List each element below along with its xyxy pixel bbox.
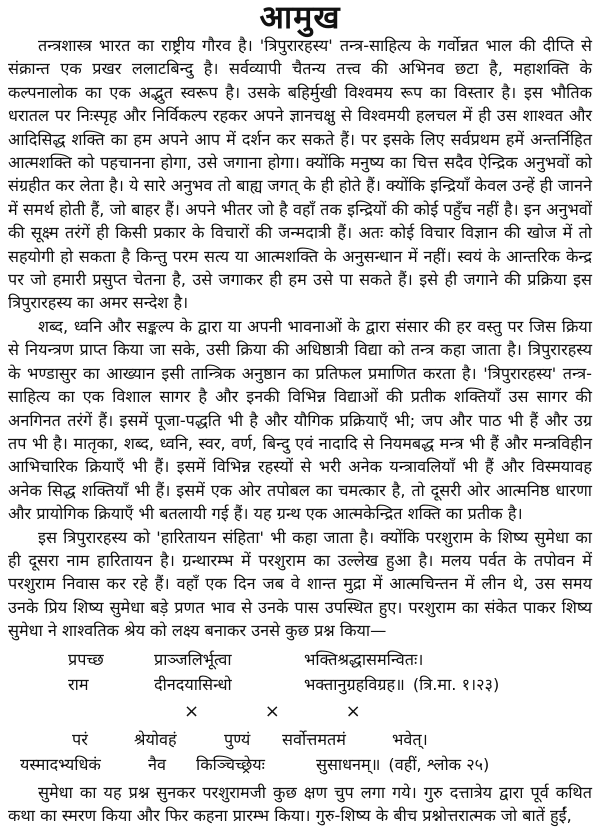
verse-word: भक्तानुग्रहविग्रह॥ xyxy=(304,674,405,694)
verse-word: सुसाधनम्॥ xyxy=(316,754,381,774)
verse-word: यस्मादभ्यधिकं xyxy=(20,754,101,774)
verse-block-2 xyxy=(8,727,592,777)
verse-word: राम xyxy=(68,674,89,694)
verse-word: सर्वोत्तमतमं xyxy=(282,729,346,749)
verse-reference: (त्रि.मा. १।२३) xyxy=(412,674,500,694)
verse-word: दीनदयासिन्धो xyxy=(154,674,232,694)
verse-line xyxy=(8,752,592,777)
verse-block-1 xyxy=(8,647,592,697)
verse-word: नैव xyxy=(148,754,166,774)
verse-line xyxy=(8,672,592,697)
verse-word: श्रेयोवहं xyxy=(134,729,177,749)
verse-separator: × × × xyxy=(184,700,391,722)
verse-word: पुण्यं xyxy=(224,729,251,749)
verse-word: प्राञ्जलिर्भूत्वा xyxy=(154,649,232,669)
verse-word: भवेत्। xyxy=(392,729,428,749)
verse-word: किञ्चिच्छ्रेयः xyxy=(196,754,265,774)
verse-line xyxy=(8,727,592,752)
verse-word: प्रपच्छ xyxy=(68,649,104,669)
verse-reference: (वहीं, श्लोक २५) xyxy=(388,754,490,774)
paragraph-1: तन्त्रशास्त्र भारत का राष्ट्रीय गौरव है। 'त्रिपुरारहस्य' तन्त्र-साहित्य के गर्वोन्नत भाल की दीप्ति से संक्रान्त एक प्रखर ललाटबिन्दु है। सर्वव्यापी चैतन्य तत्त्व की अभिनव छटा है, महाशक्ति के कल्पनालोक का एक अद्भुत स्वरूप है। उसके बहिर्मुखी विश्वमय रूप का विस्तार है। इस भौतिक धरातल पर निःस्पृह और निर्विकल्प रहकर अपने ज्ञानचक्षु से विश्वमयी हलचल में ही उस शाश्वत और आदिसिद्ध शक्ति का हम अपने आप में दर्शन कर सकते हैं। पर इसके लिए सर्वप्रथम हमें अन्तर्निहित आत्मशक्ति को पहचानना होगा, उसे जगाना होगा। क्योंकि मनुष्य का चित्त सदैव ऐन्द्रिक अनुभवों को संग्रहीत कर लेता है। ये सारे अनुभव तो बाह्य जगत् के ही होते हैं। क्योंकि इन्द्रियाँ केवल उन्हें ही जानने में समर्थ होती हैं, जो बाहर हैं। अपने भीतर जो है वहाँ तक इन्द्रियों की कोई पहुँच नहीं है। इन अनुभवों की सूक्ष्म तरंगें ही किसी प्रकार के विचारों की जन्मदात्री हैं। अतः कोई विचार विज्ञान की खोज में तो सहयोगी हो सकता है किन्तु परम सत्य या आत्मशक्ति के अनुसन्धान में नहीं। स्वयं के आन्तरिक केन्द्र पर जो हमारी प्रसुप्त चेतना है, उसे जगाकर ही हम उसे पा सकते हैं। इसे ही जगाने की प्रक्रिया इस त्रिपुरारहस्य का अमर सन्देश है। xyxy=(8,36,592,313)
verse-word: भक्तिश्रद्धासमन्वितः। xyxy=(304,649,424,669)
paragraph-2: शब्द, ध्वनि और सङ्कल्प के द्वारा या अपनी भावनाओं के द्वारा संसार की हर वस्तु पर जिस क्रिया से नियन्त्रण प्राप्त किया जा सके, उसी क्रिया की अधिष्ठात्री विद्या को तन्त्र कहा जाता है। त्रिपुरारहस्य के भण्डासुर का आख्यान इसी तान्त्रिक अनुष्ठान का प्रतिफल प्रमाणित करता है। 'त्रिपुरारहस्य' तन्त्र-साहित्य का एक विशाल सागर है और इनकी विभिन्न विद्याओं की प्रतीक शक्तियाँ उस सागर की अनगिनत तरंगें हैं। इसमें पूजा-पद्धति भी है और यौगिक प्रक्रियाएँ भी; जप और पाठ भी हैं और उग्र तप भी है। मातृका, शब्द, ध्वनि, स्वर, वर्ण, बिन्दु एवं नादादि से नियमबद्ध मन्त्र भी हैं और मन्त्रविहीन आभिचारिक क्रियाएँ भी हैं। इसमें विभिन्न रहस्यों से भरी अनेक यन्त्रावलियाँ भी हैं और विस्मयावह अनेक सिद्ध शक्तियाँ भी हैं। इसमें एक ओर तपोबल का चमत्कार है, तो दूसरी ओर आत्मनिष्ठ धारणा और प्रायोगिक क्रियाएँ भी बतलायी गई हैं। यह ग्रन्थ एक आत्मकेन्द्रित शक्ति का प्रतीक है। xyxy=(8,316,592,524)
verse-line xyxy=(8,647,592,672)
paragraph-3: इस त्रिपुरारहस्य को 'हारितायन संहिता' भी कहा जाता है। क्योंकि परशुराम के शिष्य सुमेधा का ही दूसरा नाम हारितायन है। ग्रन्थारम्भ में परशुराम का उल्लेख हुआ है। मलय पर्वत के तपोवन में परशुराम निवास कर रहे हैं। वहाँ एक दिन जब वे शान्त मुद्रा में आत्मचिन्तन में लीन थे, उस समय उनके प्रिय शिष्य सुमेधा बड़े प्रणत भाव से उनके पास उपस्थित हुए। परशुराम का संकेत पाकर शिष्य सुमेधा ने शाश्वतिक श्रेय को लक्ष्य बनाकर उनसे कुछ प्रश्न किया— xyxy=(8,527,592,641)
verse-word: परं xyxy=(72,729,88,749)
closing-paragraph: सुमेधा का यह प्रश्न सुनकर परशुरामजी कुछ क्षण चुप लगा गये। गुरु दत्तात्रेय द्वारा पूर्व कथित कथा का स्मरण किया और फिर कहना प्रारम्भ किया। गुरु-शिष्य के बीच प्रश्नोत्तरात्मक जो बातें हुईं, xyxy=(8,782,592,825)
page-title: आमुख xyxy=(259,0,341,36)
